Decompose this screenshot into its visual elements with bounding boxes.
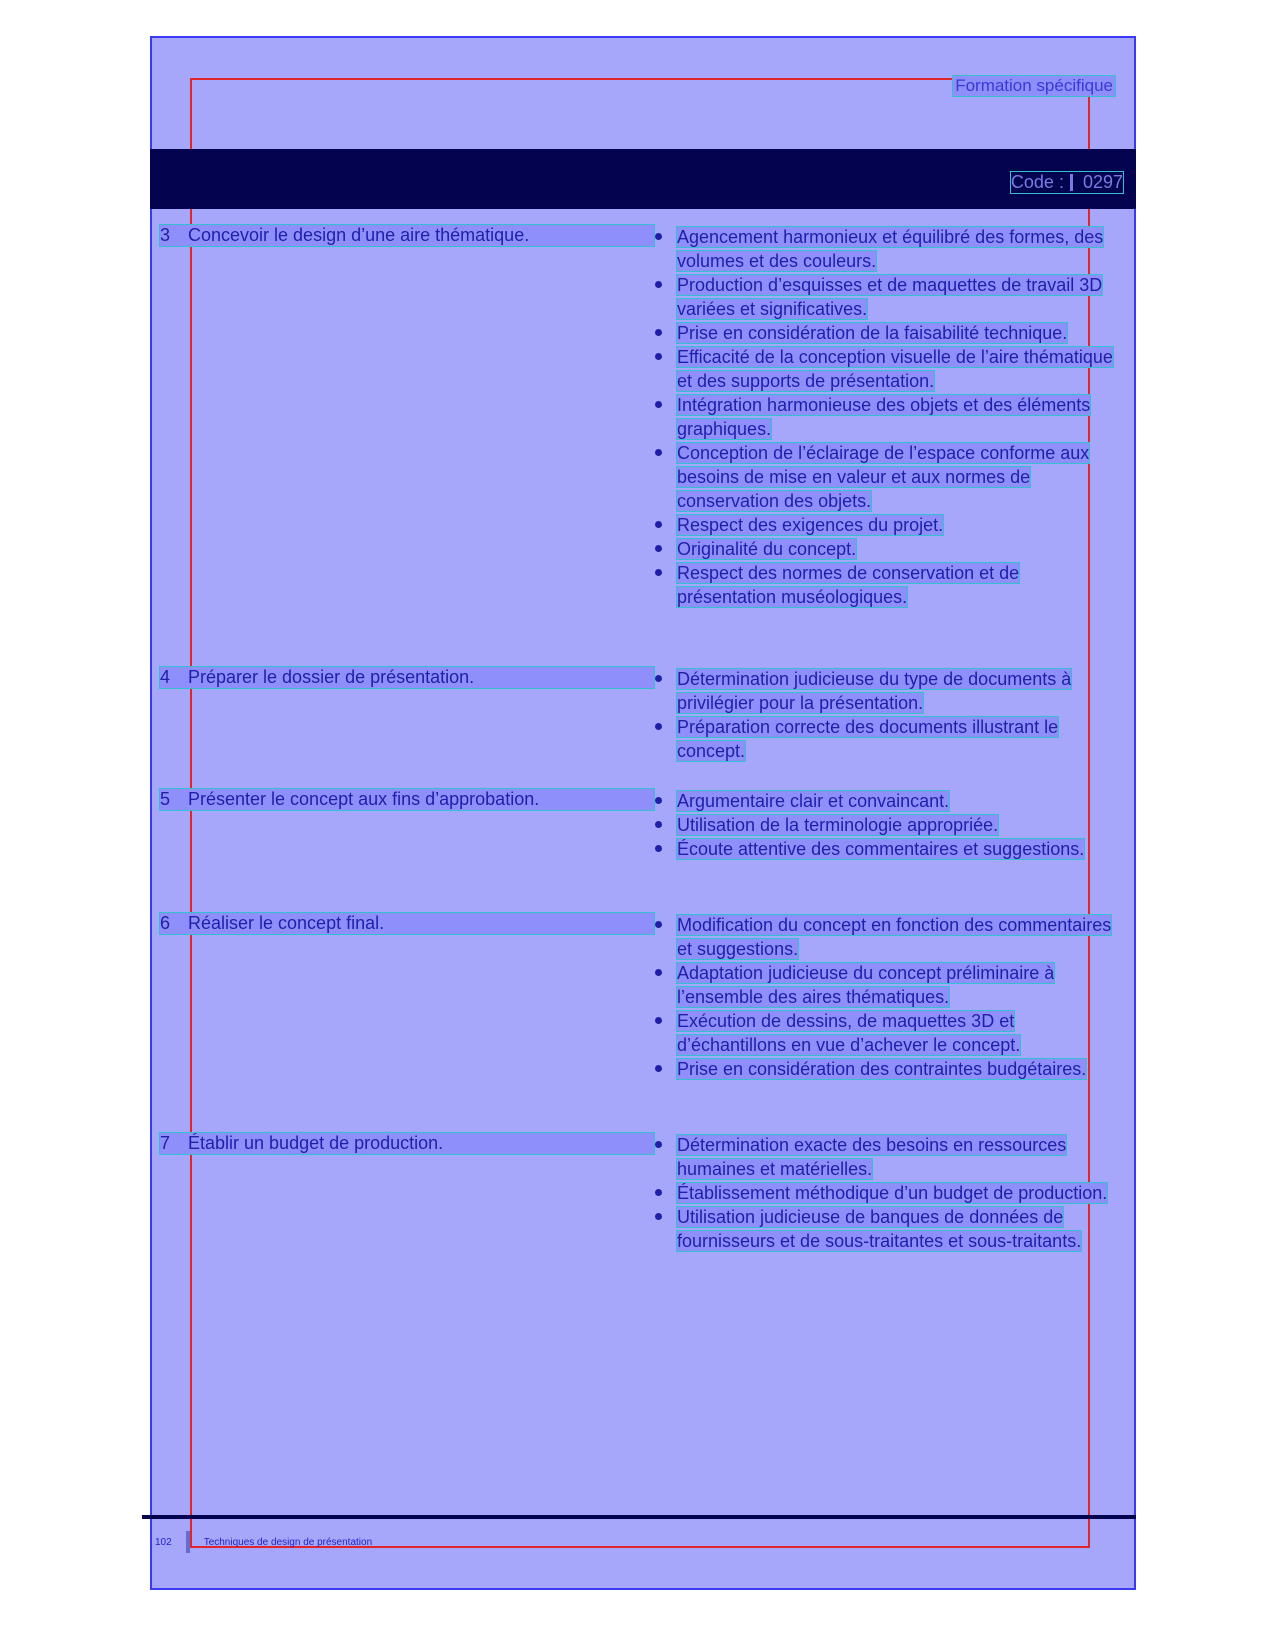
list-item: Écoute attentive des commentaires et suggestions. [655,837,1115,861]
competence-text: Concevoir le design d’une aire thématique. [188,225,530,245]
criteria-list [655,225,1115,609]
competence-number: 4 [160,667,171,687]
list-item: Adaptation judicieuse du concept préliminaire à l’ensemble des aires thématiques. [655,961,1115,1009]
list-item: Originalité du concept. [655,537,1115,561]
competence-text: Préparer le dossier de présentation. [188,667,475,687]
list-item: Utilisation de la terminologie appropriée. [655,813,1115,837]
code-bar [150,149,1136,209]
list-item: Détermination exacte des besoins en ressources humaines et matérielles. [655,1133,1115,1181]
competence-text: Établir un budget de production. [188,1133,444,1153]
criteria-list [655,789,1115,861]
criteria-list [655,667,1115,763]
competence-text: Présenter le concept aux fins d’approbation. [188,789,540,809]
list-item: Exécution de dessins, de maquettes 3D et d’échantillons en vue d’achever le concept. [655,1009,1115,1057]
list-item: Respect des normes de conservation et de présentation muséologiques. [655,561,1115,609]
code-box [1011,172,1123,193]
competence-number: 5 [160,789,171,809]
footer-title: Techniques de design de présentation [203,1536,373,1548]
footer-rule [142,1515,1136,1519]
footer-separator [186,1531,190,1553]
competence-number: 6 [160,913,171,933]
list-item: Prise en considération des contraintes budgétaires. [655,1057,1115,1081]
list-item: Détermination judicieuse du type de documents à privilégier pour la présentation. [655,667,1115,715]
competence [160,667,654,688]
header-title: Formation spécifique [955,76,1113,95]
list-item: Intégration harmonieuse des objets et des éléments graphiques. [655,393,1115,441]
list-item: Préparation correcte des documents illustrant le concept. [655,715,1115,763]
list-item: Respect des exigences du projet. [655,513,1115,537]
list-item: Utilisation judicieuse de banques de données de fournisseurs et de sous-traitantes et sous-traitants. [655,1205,1115,1253]
competence [160,913,654,934]
list-item: Production d’esquisses et de maquettes de travail 3D variées et significatives. [655,273,1115,321]
criteria-list [655,913,1115,1081]
list-item: Efficacité de la conception visuelle de l’aire thématique et des supports de présentation. [655,345,1115,393]
competence [160,789,654,810]
competence-number: 3 [160,225,171,245]
list-item: Établissement méthodique d’un budget de production. [655,1181,1115,1205]
competence [160,1133,654,1154]
code-label: Code : [1010,172,1064,192]
footer [155,1531,372,1553]
footer-page-number: 102 [155,1536,172,1548]
code-separator [1070,174,1073,191]
list-item: Agencement harmonieux et équilibré des formes, des volumes et des couleurs. [655,225,1115,273]
competence [160,225,654,246]
criteria-list [655,1133,1115,1253]
list-item: Argumentaire clair et convaincant. [655,789,1115,813]
list-item: Modification du concept en fonction des commentaires et suggestions. [655,913,1115,961]
list-item: Prise en considération de la faisabilité technique. [655,321,1115,345]
list-item: Conception de l’éclairage de l’espace conforme aux besoins de mise en valeur et aux normes de conservation des objets. [655,441,1115,513]
code-value: 0297 [1082,172,1123,192]
competence-text: Réaliser le concept final. [188,913,385,933]
competence-number: 7 [160,1133,171,1153]
